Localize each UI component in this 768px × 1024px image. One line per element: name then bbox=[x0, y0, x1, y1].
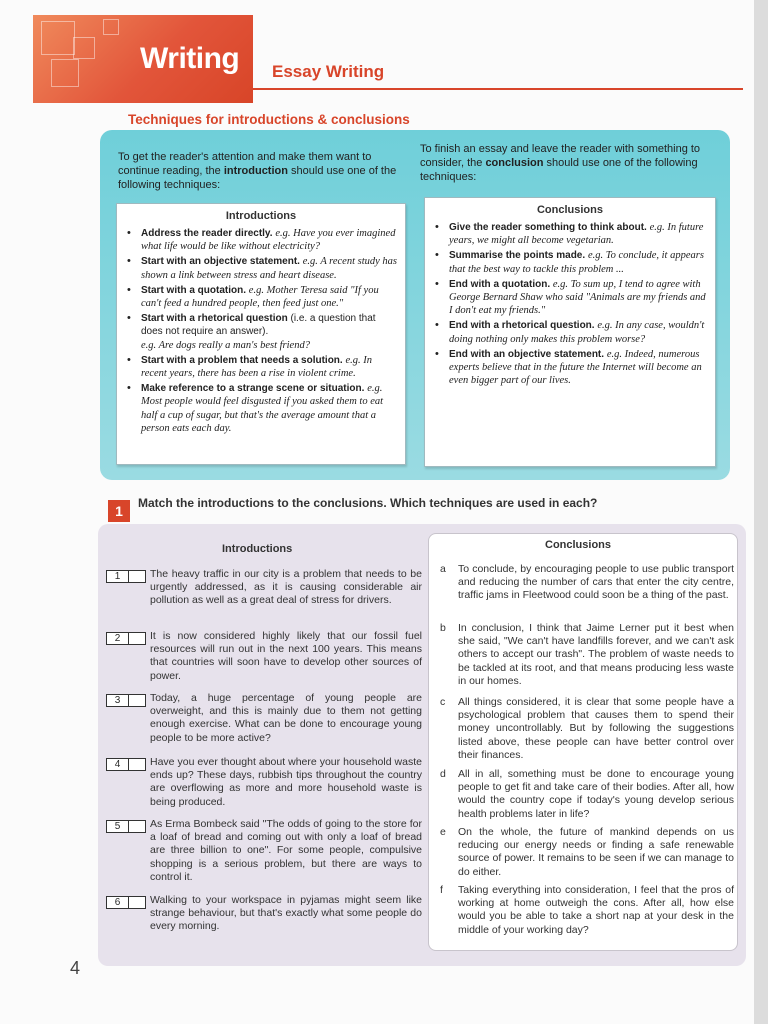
technique-example: e.g. Mother Teresa said "If you can't feed a hundred people, then feed just one." bbox=[141, 284, 379, 310]
card-heading: Conclusions bbox=[536, 204, 603, 216]
technique-item bbox=[435, 249, 707, 275]
introduction-text: It is now considered highly likely that our fossil fuel resources will run out in the next 100 years. This means that countries will soon have to develop other sources of power. bbox=[150, 630, 422, 682]
item-number: 2 bbox=[107, 633, 129, 644]
introduction-item-2 bbox=[106, 630, 422, 683]
explainer-bold: conclusion bbox=[485, 157, 544, 169]
answer-box[interactable] bbox=[106, 570, 146, 583]
technique-name: End with a quotation. bbox=[449, 278, 551, 290]
technique-example: e.g. To conclude, it appears that the best way to tackle this problem ... bbox=[449, 250, 704, 275]
conclusion-text: All things considered, it is clear that some people have a psychological problem that causes them to spend their money uncontrollably. But by following the suggestions listed above, these people can have better control over their finances. bbox=[458, 696, 734, 761]
technique-item bbox=[127, 312, 397, 352]
introduction-explainer bbox=[118, 150, 403, 192]
conclusion-item-b bbox=[440, 622, 734, 688]
conclusion-text: In conclusion, I think that Jaime Lerner put it best when she said, "We can't have landfills forever, and we can't ask others to accept our trash". The problem of waste needs to be tackled at its root, and that means producing less waste in our homes. bbox=[458, 622, 734, 687]
item-letter: f bbox=[440, 884, 443, 896]
technique-name: Start with a problem that needs a solution. bbox=[141, 354, 343, 366]
explainer-text: To get the reader's attention and make them want to continue reading, the bbox=[118, 151, 372, 177]
introduction-item-5 bbox=[106, 818, 422, 884]
introduction-text: The heavy traffic in our city is a problem that needs to be urgently addressed, as it is causing considerable air pollution as well as a great deal of stress for drivers. bbox=[150, 568, 422, 607]
technique-example: e.g. In recent years, there has been a rise in violent crime. bbox=[141, 354, 373, 380]
explainer-text: should use one of the following techniques: bbox=[118, 165, 397, 191]
item-number: 4 bbox=[107, 759, 129, 770]
technique-example: e.g. A recent study has shown a link between stress and heart disease. bbox=[141, 256, 398, 281]
item-letter: b bbox=[440, 622, 446, 634]
technique-example: e.g. In any case, wouldn't doing nothing only makes this problem worse? bbox=[449, 320, 705, 345]
technique-example: e.g. In future years, we might all become vegetarian. bbox=[449, 222, 704, 247]
answer-box[interactable] bbox=[106, 694, 146, 707]
item-letter: c bbox=[440, 696, 446, 708]
technique-name: End with a rhetorical question. bbox=[449, 320, 595, 332]
introduction-text: Walking to your workspace in pyjamas might seem like strange behaviour, but that's exactly what some people do every morning. bbox=[150, 894, 422, 933]
exercise-introductions-heading: Introductions bbox=[222, 543, 293, 555]
section-title: Techniques for introductions & conclusions bbox=[128, 112, 410, 127]
technique-name: Summarise the points made. bbox=[449, 250, 586, 262]
item-number: 3 bbox=[107, 695, 129, 706]
technique-item bbox=[435, 221, 707, 247]
conclusion-text: On the whole, the future of mankind depends on us reducing our energy needs or finding a safe renewable source of power. It remains to be seen if we can manage to do either. bbox=[458, 826, 734, 878]
item-number: 6 bbox=[107, 897, 129, 908]
introduction-item-1 bbox=[106, 568, 422, 608]
conclusion-item-e bbox=[440, 826, 734, 879]
explainer-text: To finish an essay and leave the reader with something to consider, the bbox=[420, 143, 701, 169]
item-number: 1 bbox=[107, 571, 129, 582]
introduction-text: Have you ever thought about where your household waste ends up? These days, rubbish tips throughout the country are overflowing as more and more household waste is being produced. bbox=[150, 756, 422, 808]
technique-example: e.g. To sum up, I tend to agree with George Bernard Shaw who said "Animals are my friends and I don't eat my friends." bbox=[449, 278, 706, 317]
conclusion-explainer bbox=[420, 142, 710, 184]
technique-name: Make reference to a strange scene or situation. bbox=[141, 383, 365, 395]
card-heading: Introductions bbox=[225, 210, 297, 222]
technique-example: e.g. Indeed, numerous experts believe that in the future the Internet will become an even bigger part of our lives. bbox=[449, 348, 702, 387]
technique-example: e.g. Are dogs really a man's best friend? bbox=[141, 339, 310, 351]
technique-note: (i.e. a question that does not require an answer). bbox=[141, 313, 376, 338]
page-subtitle: Essay Writing bbox=[272, 62, 385, 81]
technique-item bbox=[127, 255, 397, 281]
introductions-card bbox=[116, 203, 406, 465]
item-letter: a bbox=[440, 563, 446, 575]
conclusion-item-c bbox=[440, 696, 734, 762]
conclusion-item-f bbox=[440, 884, 734, 937]
exercise-conclusions-heading: Conclusions bbox=[545, 539, 612, 551]
technique-item bbox=[435, 348, 707, 388]
answer-box[interactable] bbox=[106, 758, 146, 771]
introduction-item-6 bbox=[106, 894, 422, 934]
conclusion-text: Taking everything into consideration, I feel that the pros of working at home outweigh the cons. After all, how else would you be able to take a short nap at your desk in the middle of your working day? bbox=[458, 884, 734, 936]
introductions-technique-list bbox=[117, 227, 405, 435]
exercise-number-badge: 1 bbox=[108, 500, 130, 522]
technique-item bbox=[435, 278, 707, 318]
introduction-text: As Erma Bombeck said "The odds of going to the store for a loaf of bread and coming out with only a loaf of bread are three billion to one". For some people, compulsive shopping is a serious problem, but there are ways to control it. bbox=[150, 818, 422, 883]
technique-name: Start with a rhetorical question bbox=[141, 313, 288, 325]
explainer-bold: introduction bbox=[223, 165, 288, 177]
technique-item bbox=[127, 227, 397, 253]
item-number: 5 bbox=[107, 821, 129, 832]
technique-name: Address the reader directly. bbox=[141, 228, 273, 239]
introduction-item-4 bbox=[106, 756, 422, 809]
answer-box[interactable] bbox=[106, 896, 146, 909]
conclusions-card bbox=[424, 197, 716, 467]
technique-name: Start with an objective statement. bbox=[141, 256, 300, 268]
technique-name: Give the reader something to think about. bbox=[449, 222, 647, 233]
answer-box[interactable] bbox=[106, 820, 146, 833]
technique-item bbox=[127, 354, 397, 380]
explainer-text: should use one of the following techniques: bbox=[420, 157, 698, 183]
introduction-item-3 bbox=[106, 692, 422, 745]
item-letter: d bbox=[440, 768, 446, 780]
technique-item bbox=[127, 382, 397, 435]
technique-item bbox=[127, 284, 397, 310]
page-edge bbox=[754, 0, 768, 1024]
page-title: Writing bbox=[140, 42, 240, 75]
technique-name: Start with a quotation. bbox=[141, 284, 246, 296]
item-letter: e bbox=[440, 826, 446, 838]
conclusion-item-a bbox=[440, 563, 734, 603]
introduction-text: Today, a huge percentage of young people are overweight, and this is mainly due to them not getting enough exercise. What can be done to encourage young people to be more active? bbox=[150, 692, 422, 744]
technique-example: e.g. Most people would feel disgusted if you asked them to eat half a cup of sugar, but that's the average amount that a person eats each day. bbox=[141, 383, 384, 434]
page-number: 4 bbox=[70, 958, 81, 978]
technique-name: End with an objective statement. bbox=[449, 348, 605, 360]
conclusions-technique-list bbox=[425, 221, 715, 387]
technique-item bbox=[435, 319, 707, 345]
header-rule bbox=[253, 88, 743, 90]
technique-example: e.g. Have you ever imagined what life would be like without electricity? bbox=[141, 228, 396, 253]
conclusion-text: To conclude, by encouraging people to use public transport and reducing the number of cars that enter the city centre, traffic jams in Fleetwood could soon be a thing of the past. bbox=[458, 563, 734, 602]
exercise-instruction: Match the introductions to the conclusions. Which techniques are used in each? bbox=[138, 496, 598, 510]
answer-box[interactable] bbox=[106, 632, 146, 645]
conclusion-item-d bbox=[440, 768, 734, 821]
conclusion-text: All in all, something must be done to encourage young people to get fit and take care of their bodies. After all, how would the country cope if today's young develop serious health problems later in life? bbox=[458, 768, 734, 820]
